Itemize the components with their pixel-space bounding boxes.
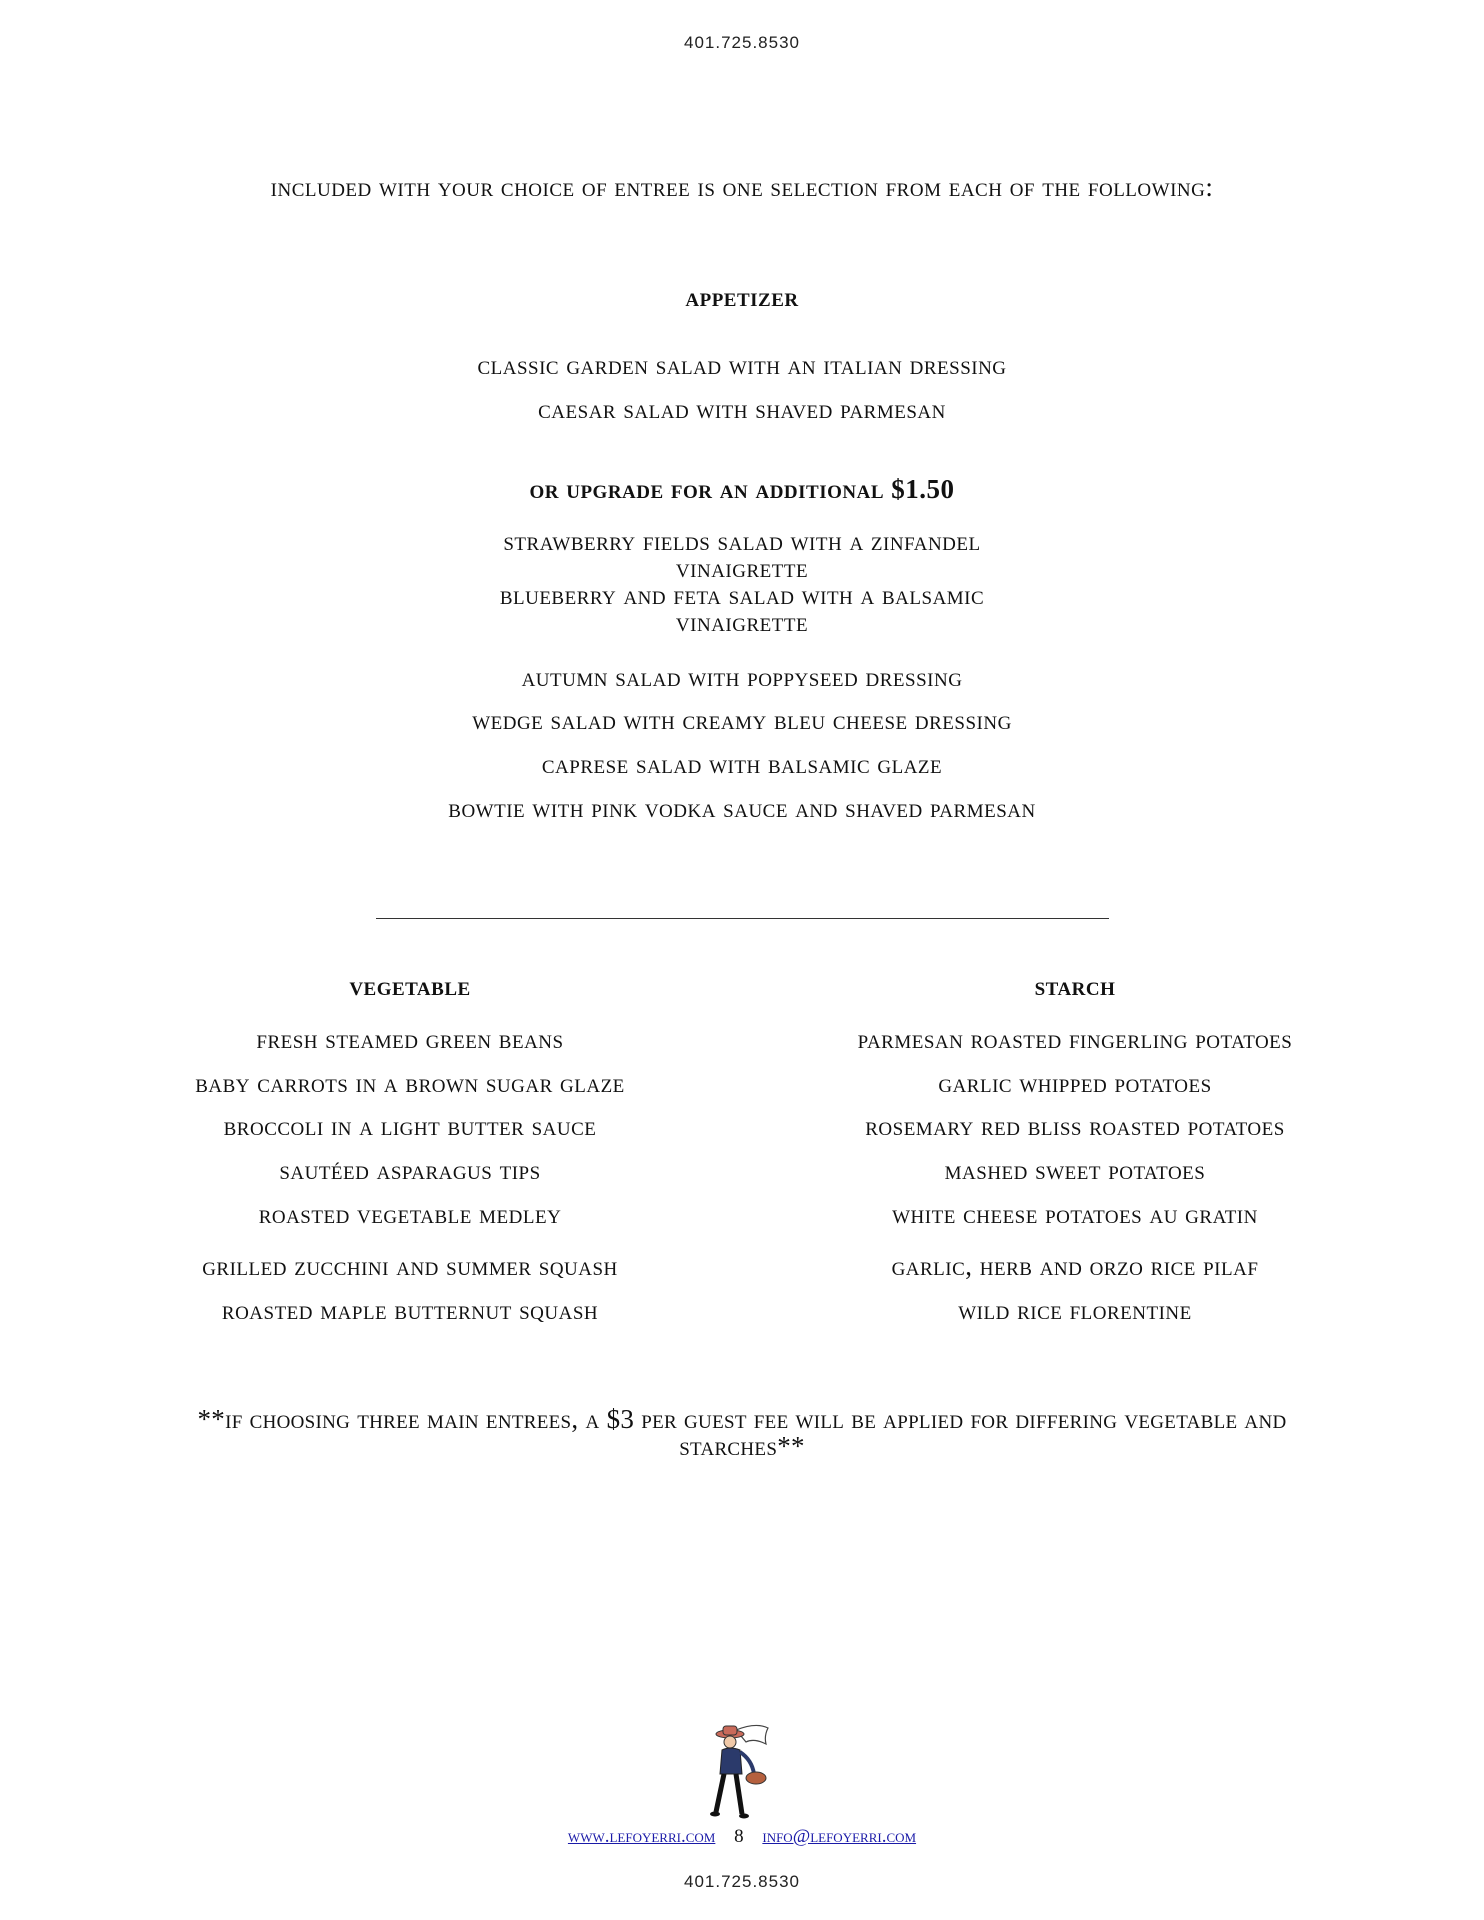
footer-links — [0, 1826, 1484, 1848]
upgrade-item: wedge salad with creamy bleu cheese dressing — [472, 705, 1012, 735]
section-divider — [376, 918, 1109, 919]
upgrade-heading: or upgrade for an additional $1.50 — [529, 474, 955, 504]
vegetable-heading: vegetable — [349, 971, 471, 1001]
waiter-logo-icon — [706, 1722, 776, 1820]
page-number: 8 — [734, 1826, 744, 1847]
upgrade-item-line: vinaigrette — [675, 553, 809, 583]
appetizer-item: classic garden salad with an italian dressing — [477, 350, 1007, 380]
vegetable-item: roasted maple butternut squash — [221, 1295, 599, 1325]
email-link[interactable]: info@lefoyerri.com — [762, 1826, 917, 1847]
website-link[interactable]: www.lefoyerri.com — [567, 1826, 716, 1847]
intro-text: included with your choice of entree is one selection from each of the following: — [270, 172, 1214, 202]
upgrade-item-line: blueberry and feta salad with a balsamic — [499, 580, 985, 610]
header-phone: 401.725.8530 — [684, 33, 800, 52]
upgrade-item: bowtie with pink vodka sauce and shaved parmesan — [448, 793, 1036, 823]
starch-item: wild rice florentine — [958, 1295, 1192, 1325]
vegetable-item: baby carrots in a brown sugar glaze — [195, 1068, 625, 1098]
upgrade-item: caprese salad with balsamic glaze — [541, 749, 943, 779]
upgrade-item-multiline — [0, 528, 1484, 636]
starch-item: parmesan roasted fingerling potatoes — [857, 1024, 1293, 1054]
starch-heading: starch — [1034, 971, 1116, 1001]
starch-item: garlic, herb and orzo rice pilaf — [891, 1251, 1259, 1281]
vegetable-item: grilled zucchini and summer squash — [202, 1251, 618, 1281]
vegetable-item: roasted vegetable medley — [258, 1199, 562, 1229]
starch-item: rosemary red bliss roasted potatoes — [865, 1111, 1285, 1141]
starch-item: mashed sweet potatoes — [944, 1155, 1206, 1185]
upgrade-item: autumn salad with poppyseed dressing — [521, 662, 963, 692]
fee-note-line: **if choosing three main entrees, a $3 per guest fee will be applied for differing vegetable and — [197, 1404, 1287, 1434]
upgrade-item-line: strawberry fields salad with a zinfandel — [503, 526, 981, 556]
starch-item: garlic whipped potatoes — [938, 1068, 1212, 1098]
appetizer-item: caesar salad with shaved parmesan — [538, 394, 946, 424]
vegetable-item: broccoli in a light butter sauce — [223, 1111, 597, 1141]
fee-note — [100, 1406, 1384, 1460]
vegetable-item: sautéed asparagus tips — [279, 1155, 541, 1185]
starch-item: white cheese potatoes au gratin — [892, 1199, 1258, 1229]
footer-phone: 401.725.8530 — [684, 1872, 800, 1891]
appetizer-heading: appetizer — [685, 282, 799, 312]
vegetable-item: fresh steamed green beans — [256, 1024, 564, 1054]
fee-note-line: starches** — [679, 1431, 805, 1461]
upgrade-item-line: vinaigrette — [675, 607, 809, 637]
